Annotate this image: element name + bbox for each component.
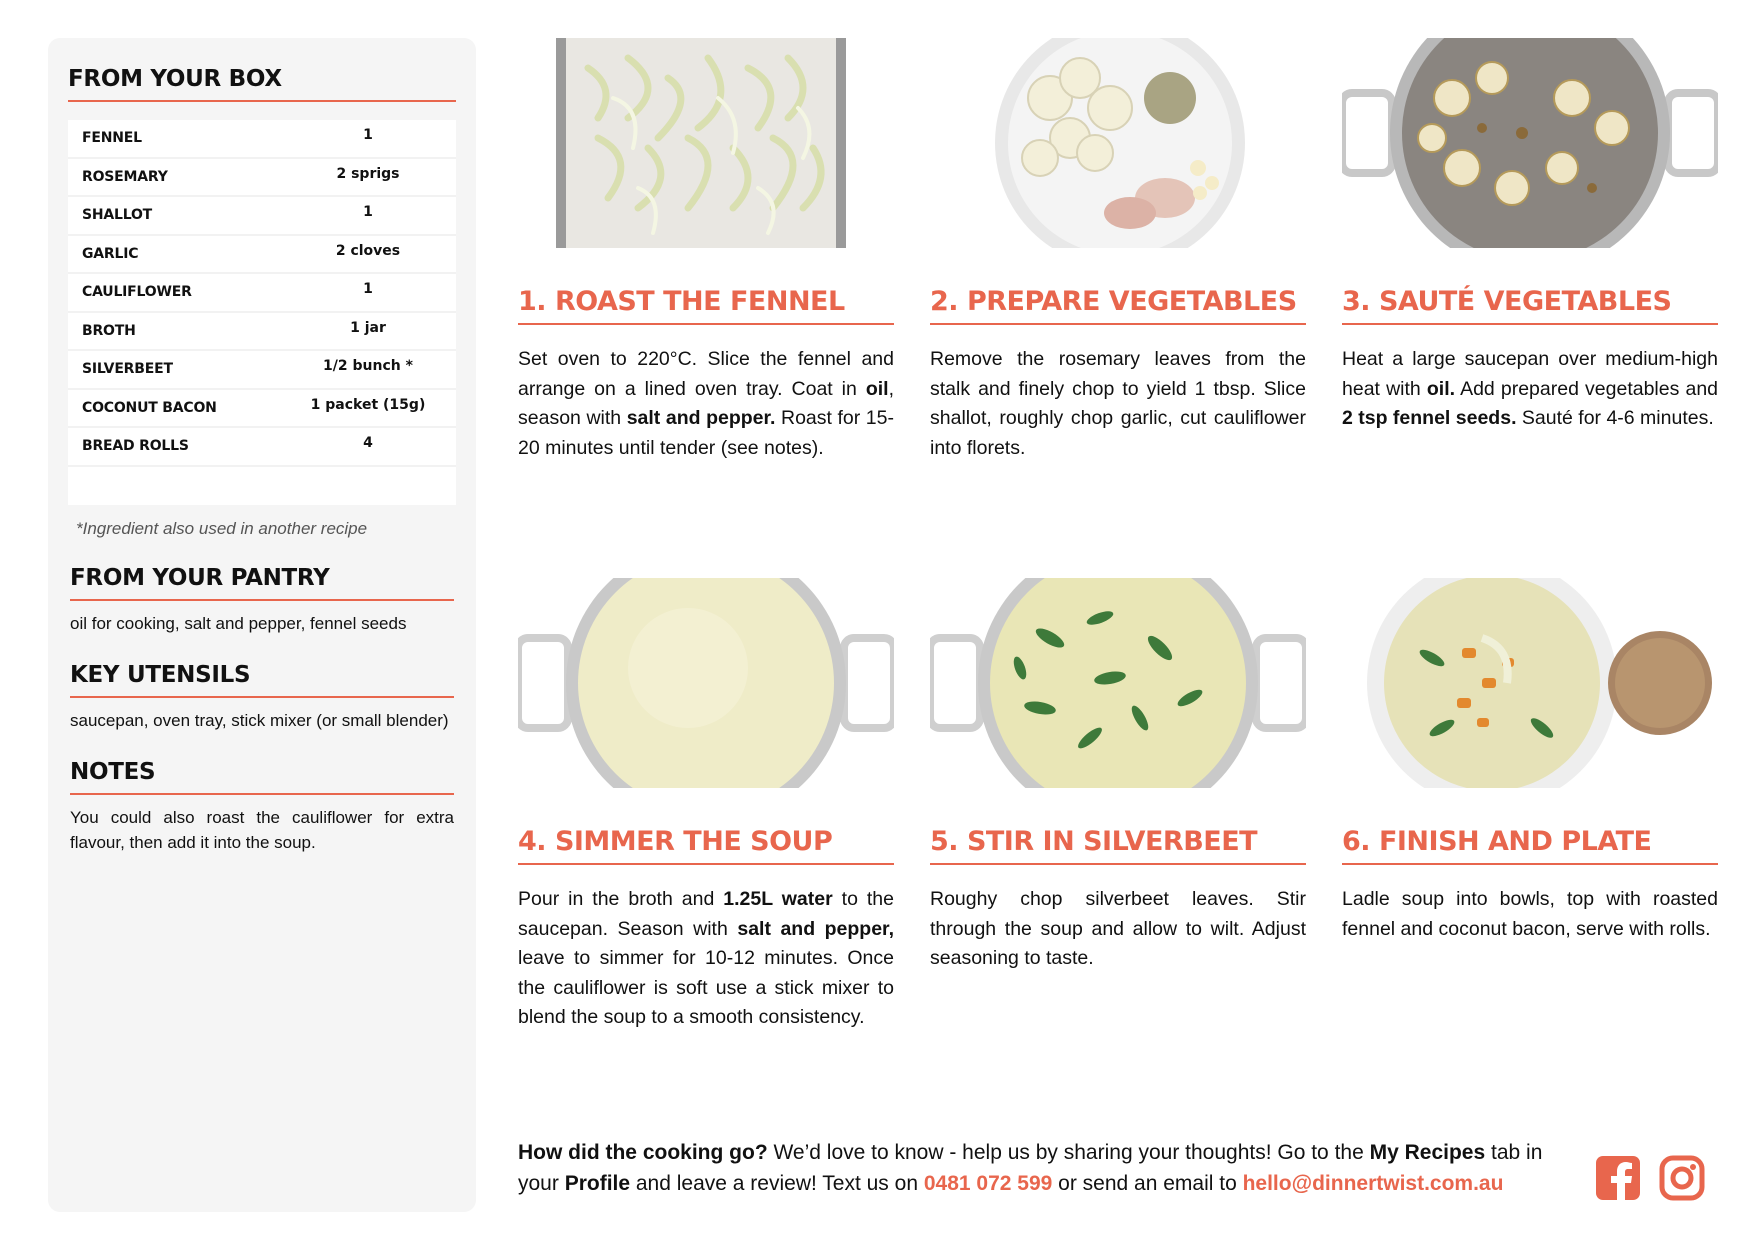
ingredient-name: FENNEL: [82, 130, 142, 147]
ingredient-name: GARLIC: [82, 245, 139, 262]
contact-link[interactable]: hello@dinnertwist.com.au: [1242, 1172, 1504, 1195]
ingredient-row: [68, 197, 456, 236]
step-photo: [930, 578, 1306, 788]
text-run: Pour in the broth and: [518, 888, 724, 910]
social-links: [1595, 1155, 1705, 1201]
step-instructions: [930, 885, 1306, 974]
ingredient-name: ROSEMARY: [82, 168, 168, 185]
text-run: salt and pepper.: [626, 407, 776, 429]
step-3: [1342, 38, 1718, 434]
silverbeet-soup-pot-image: [930, 578, 1306, 788]
ingredient-qty: 1/2 bunch *: [323, 358, 413, 375]
ingredient-row: [68, 159, 456, 198]
text-run: tab in your: [518, 1141, 1543, 1195]
ingredient-name: COCONUT BACON: [82, 399, 217, 416]
pantry-heading: FROM YOUR PANTRY: [70, 565, 454, 601]
saute-pan-image: [1342, 38, 1718, 248]
step-instructions: [1342, 885, 1718, 944]
step-photo: [518, 38, 894, 248]
utensils-text: saucepan, oven tray, stick mixer (or small blender): [70, 711, 449, 730]
text-run: Remove the rosemary leaves from the stalk and finely chop to yield 1 tbsp. Slice shallot, roughly chop garlic, cut cauliflower into florets.: [930, 348, 1306, 459]
prepared-vegetables-plate-image: [930, 38, 1306, 248]
text-run: 1.25L water: [723, 888, 833, 910]
ingredients-sidebar: [48, 38, 476, 1212]
ingredient-qty: 1: [363, 281, 373, 298]
ingredients-table: [68, 120, 456, 505]
ingredient-footnote: *Ingredient also used in another recipe: [76, 519, 368, 538]
step-title: 1. ROAST THE FENNEL: [518, 286, 894, 325]
step-instructions: [1342, 345, 1718, 434]
step-instructions: [518, 345, 894, 463]
ingredient-row: [68, 120, 456, 159]
ingredient-name: CAULIFLOWER: [82, 284, 192, 301]
utensils-heading: KEY UTENSILS: [70, 662, 454, 698]
notes-heading: NOTES: [70, 759, 454, 795]
blended-soup-pot-image: [518, 578, 894, 788]
step-photo: [1342, 578, 1718, 788]
facebook-icon[interactable]: [1595, 1155, 1641, 1201]
text-run: oil.: [1426, 377, 1456, 400]
ingredient-row: [68, 428, 456, 467]
utensils-section: [68, 662, 456, 733]
step-title: 5. STIR IN SILVERBEET: [930, 826, 1306, 865]
text-run: Ladle soup into bowls, top with roasted fennel and coconut bacon, serve with rolls.: [1342, 888, 1718, 940]
plated-soup-bowl-image: [1342, 578, 1718, 788]
text-run: Set oven to 220°C. Slice the fennel and arrange on a lined oven tray. Coat in: [518, 348, 894, 400]
ingredient-row: [68, 274, 456, 313]
ingredient-qty: 4: [363, 435, 373, 452]
step-photo: [930, 38, 1306, 248]
instagram-icon[interactable]: [1659, 1155, 1705, 1201]
text-run: , season with: [518, 377, 894, 429]
ingredient-qty: 1 packet (15g): [310, 396, 426, 413]
text-run: or send an email to: [1052, 1172, 1243, 1195]
text-run: Add prepared vegetables and: [1455, 377, 1719, 400]
step-2: [930, 38, 1306, 463]
ingredient-qty: 1 jar: [350, 319, 386, 336]
text-run: Sauté for 4-6 minutes.: [1516, 407, 1714, 429]
text-run: Roast for 15-20 minutes until tender (see notes).: [518, 407, 894, 459]
text-run: leave to simmer for 10-12 minutes. Once the cauliflower is soft use a stick mixer to blend the soup to a smooth consistency.: [518, 947, 894, 1028]
ingredient-qty: 2 cloves: [335, 242, 401, 259]
ingredient-row: [68, 236, 456, 275]
ingredient-qty: 1: [363, 127, 373, 144]
ingredient-name: SILVERBEET: [82, 361, 173, 378]
ingredient-name: SHALLOT: [82, 207, 153, 224]
ingredient-name: BREAD ROLLS: [82, 438, 189, 455]
ingredient-row: [68, 390, 456, 429]
text-run: How did the cooking go?: [518, 1141, 768, 1164]
step-instructions: [518, 885, 894, 1033]
text-run: to the saucepan. Season with: [518, 888, 894, 940]
text-run: My Recipes: [1369, 1141, 1486, 1164]
step-1: [518, 38, 894, 463]
contact-link[interactable]: 0481 072 599: [923, 1172, 1053, 1195]
text-run: 2 tsp fennel seeds.: [1342, 407, 1517, 429]
text-run: Profile: [564, 1172, 631, 1195]
ingredient-row: [68, 351, 456, 390]
step-4: [518, 578, 894, 1033]
step-6: [1342, 578, 1718, 944]
text-run: Roughy chop silverbeet leaves. Stir through the soup and allow to wilt. Adjust seasoning to taste.: [930, 888, 1306, 969]
step-title: 3. SAUTÉ VEGETABLES: [1342, 286, 1718, 325]
notes-text: You could also roast the cauliflower for extra flavour, then add it into the soup.: [70, 808, 454, 852]
step-photo: [518, 578, 894, 788]
text-run: Heat a large saucepan over medium-high heat with: [1342, 348, 1718, 400]
ingredient-qty: 2 sprigs: [336, 165, 400, 182]
notes-section: [68, 759, 456, 855]
text-run: salt and pepper,: [737, 917, 894, 940]
box-heading: FROM YOUR BOX: [68, 66, 456, 102]
roasted-fennel-tray-image: [518, 38, 894, 248]
ingredient-name: BROTH: [82, 322, 136, 339]
text-run: oil: [865, 377, 889, 400]
text-run: We’d love to know - help us by sharing your thoughts! Go to the: [767, 1141, 1370, 1164]
ingredient-row: [68, 313, 456, 352]
pantry-section: [68, 565, 456, 636]
text-run: and leave a review! Text us on: [630, 1172, 924, 1195]
step-instructions: [930, 345, 1306, 463]
step-title: 4. SIMMER THE SOUP: [518, 826, 894, 865]
feedback-footer: [518, 1137, 1578, 1199]
step-5: [930, 578, 1306, 974]
step-photo: [1342, 38, 1718, 248]
pantry-text: oil for cooking, salt and pepper, fennel seeds: [70, 614, 407, 633]
step-title: 6. FINISH AND PLATE: [1342, 826, 1718, 865]
step-title: 2. PREPARE VEGETABLES: [930, 286, 1306, 325]
ingredient-qty: 1: [363, 204, 373, 221]
